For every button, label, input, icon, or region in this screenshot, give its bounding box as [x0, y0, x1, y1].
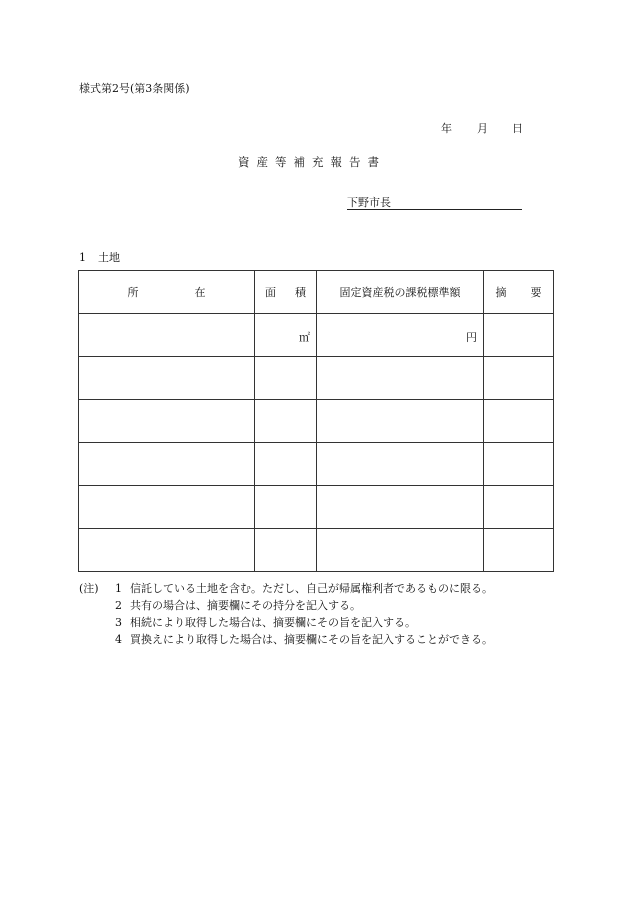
note-number: 4: [115, 633, 122, 646]
header-area-char-1: 面: [265, 286, 276, 299]
date-line: [0, 120, 630, 136]
cell-tax-base[interactable]: [317, 529, 484, 572]
header-location: [79, 271, 255, 314]
cell-area[interactable]: [255, 486, 317, 529]
section-heading: [79, 249, 120, 265]
notes-prefix: (注): [79, 582, 99, 595]
header-location-char-1: 所: [127, 286, 139, 299]
cell-tax-base[interactable]: [317, 400, 484, 443]
cell-memo[interactable]: [484, 486, 554, 529]
note-text: 買換えにより取得した場合は、摘要欄にその旨を記入することができる。: [130, 633, 493, 646]
header-memo-char-2: 要: [530, 286, 542, 299]
table-row: [79, 443, 554, 486]
note-number: 2: [115, 599, 122, 612]
table-row: [79, 357, 554, 400]
cell-memo[interactable]: [484, 443, 554, 486]
table-row: [79, 486, 554, 529]
form-number: 様式第2号(第3条関係): [79, 82, 190, 95]
cell-area[interactable]: [255, 400, 317, 443]
cell-memo[interactable]: [484, 400, 554, 443]
date-day-label: 日: [512, 122, 523, 135]
cell-location[interactable]: [79, 400, 255, 443]
note-item: [79, 631, 493, 648]
table-row: [79, 400, 554, 443]
note-item: [79, 597, 493, 614]
table-row: [79, 529, 554, 572]
note-number: 1: [115, 582, 122, 595]
land-table: [78, 270, 554, 572]
note-item: [79, 614, 493, 631]
cell-tax-base[interactable]: [317, 443, 484, 486]
cell-tax-base[interactable]: [317, 314, 484, 357]
area-unit-label: ㎡: [299, 331, 310, 344]
cell-location[interactable]: [79, 314, 255, 357]
cell-location[interactable]: [79, 443, 255, 486]
cell-memo[interactable]: [484, 529, 554, 572]
date-year-label: 年: [441, 122, 452, 135]
note-item: [79, 580, 493, 597]
header-memo: [484, 271, 554, 314]
header-area: [255, 271, 317, 314]
cell-area[interactable]: [255, 529, 317, 572]
cell-memo[interactable]: [484, 314, 554, 357]
header-memo-char-1: 摘: [495, 286, 507, 299]
section-number: 1: [79, 251, 86, 264]
cell-location[interactable]: [79, 529, 255, 572]
note-text: 共有の場合は、摘要欄にその持分を記入する。: [130, 599, 361, 612]
header-location-char-2: 在: [194, 286, 206, 299]
cell-location[interactable]: [79, 486, 255, 529]
table-row: [79, 314, 554, 357]
date-month-label: 月: [477, 122, 488, 135]
note-text: 信託している土地を含む。ただし、自己が帰属権利者であるものに限る。: [130, 582, 493, 595]
cell-area[interactable]: [255, 443, 317, 486]
header-tax-base: 固定資産税の課税標準額: [317, 271, 484, 314]
table-header-row: [79, 271, 554, 314]
addressee: 下野市長: [347, 194, 522, 210]
cell-tax-base[interactable]: [317, 486, 484, 529]
cell-area[interactable]: [255, 357, 317, 400]
cell-memo[interactable]: [484, 357, 554, 400]
tax-base-unit-label: 円: [466, 331, 477, 344]
header-area-char-2: 積: [295, 286, 306, 299]
cell-tax-base[interactable]: [317, 357, 484, 400]
note-text: 相続により取得した場合は、摘要欄にその旨を記入する。: [130, 616, 416, 629]
section-title: 土地: [98, 251, 120, 264]
cell-location[interactable]: [79, 357, 255, 400]
cell-area[interactable]: [255, 314, 317, 357]
note-number: 3: [115, 616, 122, 629]
notes: [79, 580, 493, 648]
document-title: 資産等補充報告書: [238, 155, 386, 169]
